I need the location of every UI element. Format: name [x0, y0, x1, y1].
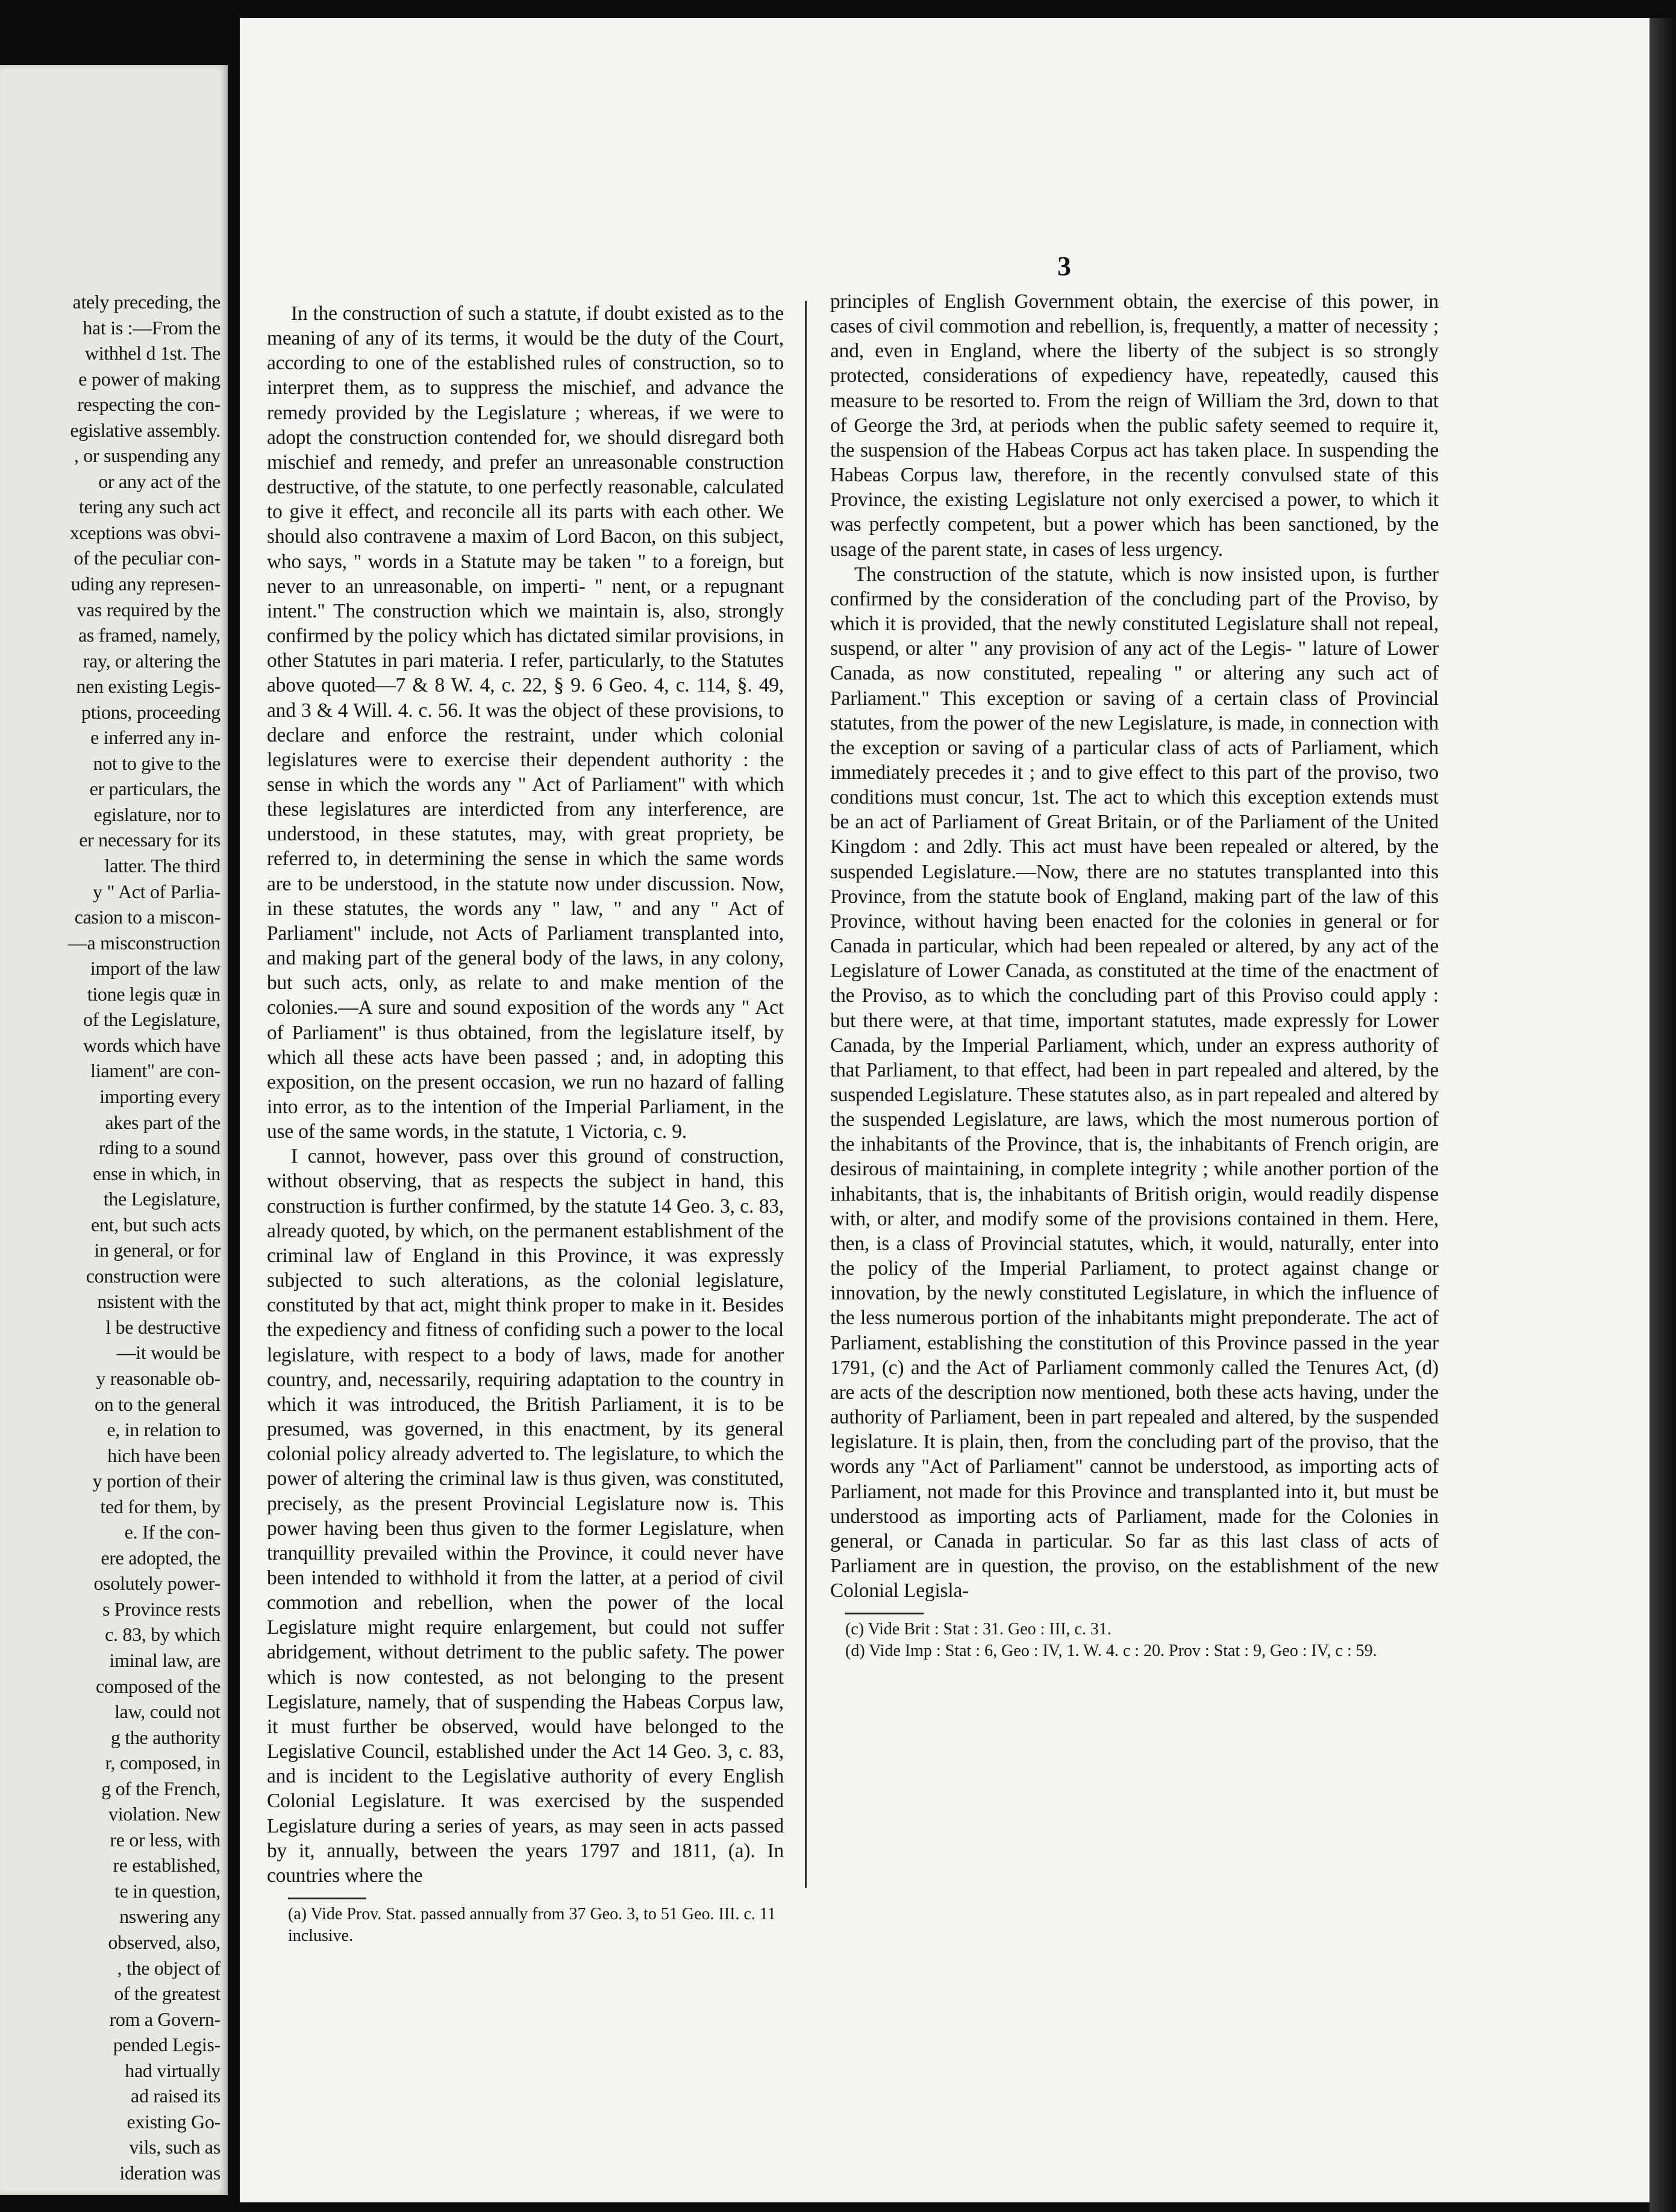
facing-page-line: ad raised its: [131, 2085, 220, 2107]
footnotes-right: [845, 1619, 1436, 1662]
footnote-c: (c) Vide Brit : Stat : 31. Geo : III, c. 31.: [845, 1620, 1112, 1639]
page-edge-shadow: [1649, 18, 1676, 2212]
facing-page-line: xceptions was obvi-: [69, 521, 220, 543]
facing-page-line: words which have: [83, 1034, 220, 1056]
document-page: [240, 18, 1649, 2202]
facing-page-line: existing Go-: [127, 2110, 220, 2132]
facing-page-line: of the greatest: [114, 1982, 220, 2005]
facing-page-line: e, in relation to: [107, 1419, 220, 1441]
facing-page-line: vas required by the: [77, 598, 220, 620]
facing-page-line: respecting the con-: [77, 393, 220, 416]
facing-page-line: importing every: [99, 1085, 220, 1107]
facing-page-line: not to give to the: [93, 752, 220, 774]
text-column-right: [830, 289, 1439, 1603]
facing-page-line: pended Legis-: [113, 2034, 220, 2056]
facing-page-line: s Province rests: [102, 1598, 220, 1620]
facing-page-line: uding any represen-: [70, 573, 220, 595]
footnote-d: (d) Vide Imp : Stat : 6, Geo : IV, 1. W. 4. c : 20. Prov : Stat : 9, Geo : IV, c : 59.: [845, 1642, 1377, 1660]
facing-page-line: e power of making: [78, 367, 220, 390]
facing-page-line: l be destructive: [105, 1316, 220, 1338]
facing-page-line: casion to a miscon-: [74, 906, 220, 928]
facing-page-line: c. 83, by which: [105, 1623, 220, 1646]
facing-page-line: e inferred any in-: [90, 726, 220, 749]
facing-page-line: in general, or for: [94, 1239, 220, 1261]
facing-page-fragment: [0, 65, 228, 2195]
facing-page-line: y " Act of Parlia-: [92, 880, 220, 902]
facing-page-line: —it would be: [116, 1342, 220, 1364]
facing-page-line: hat is :—From the: [83, 316, 220, 339]
facing-page-line: y reasonable ob-: [96, 1367, 220, 1389]
facing-page-line: egislative assembly.: [70, 419, 220, 441]
facing-page-line: on to the general: [94, 1393, 220, 1415]
facing-page-line: ense in which, in: [93, 1162, 220, 1184]
facing-page-line: , the object of: [117, 1957, 220, 1979]
facing-page-lines: [0, 289, 220, 2185]
facing-page-line: —a misconstruction: [67, 931, 220, 954]
facing-page-line: r, composed, in: [105, 1752, 220, 1774]
facing-page-line: of the Legislature,: [83, 1008, 220, 1031]
facing-page-line: er necessary for its: [79, 829, 220, 851]
facing-page-line: or any act of the: [98, 470, 220, 492]
paragraph: The construction of the statute, which is now insisted upon, is further confirmed by the consideration of the concluding part of the Proviso, by which it is provided, that the newly constituted Legislature shall not repeal, suspend, or alter " any provision of any act of the Legis- " lature of Lower Canada, as now constituted, repealing " or altering any such act of Parliament." This exception or saving of a certain class of Provincial statutes, from the power of the new Legislature, is made, in connection with the exception or saving of a particular class of acts of Parliament, which immediately precedes it ; and to give effect to this part of the proviso, two conditions must concur, 1st. The act to which this exception extends must be an act of Parliament of Great Britain, or of the Parliament of the United Kingdom : and 2dly. This act must have been repealed or altered, by the suspended Legislature.—Now, there are no statutes transplanted into this Province, from the statute book of England, making part of the law of this Province, without having been enacted for the colonies in general or for Canada in particular, which had been repealed or altered, by any act of the Legislature of Lower Canada, as constituted at the time of the enactment of the Proviso, as to which the concluding part of this Proviso could apply : but there were, at that time, important statutes, made expressly for Lower Canada, by the Imperial Parliament, which, under an express authority of that Parliament, to that effect, had been in part repealed and altered, by the suspended Legislature. These statutes also, as in part repealed and altered by the suspended Legislature, are laws, which the most numerous portion of the inhabitants of the Province, that is, the inhabitants of French origin, are desirous of maintaining, in complete integrity ; while another portion of the inhabitants, that is, the inhabitants of British origin, would readily dispense with, or alter, and modify some of the provisions contained in them. Here, then, is a class of Provincial statutes, which, it would, naturally, enter into the policy of the Imperial Parliament, to protect against change or innovation, by the newly constituted Legislature, in which the influence of the less numerous portion of the inhabitants might preponderate. The act of Parliament, establishing the constitution of this Province passed in the year 1791, (c) and the Act of Parliament commonly called the Tenures Act, (d) are acts of the description now mentioned, both these acts having, under the authority of Parliament, been in part repealed and altered, by the suspended legislature. It is plain, then, from the concluding part of the proviso, that the words any "Act of Parliament" cannot be understood, as importing acts of Parliament, not made for this Province and transplanted into it, but must be understood as importing acts of Parliament, made for the Colonies in general, or Canada in particular. So far as this last class of acts of Parliament are in question, the proviso, on the establishment of the new Colonial Legisla-: [830, 563, 1439, 1602]
paragraph: principles of English Government obtain, the exercise of this power, in cases of civil commotion and rebellion, is, frequently, a matter of necessity ; and, even in England, where the liberty of the subject is so strongly protected, considerations of expediency have, repeatedly, caused this measure to be resorted to. From the reign of William the 3rd, down to that of George the 3rd, at periods when the public safety seemed to require it, the suspension of the Habeas Corpus act has taken place. In suspending the Habeas Corpus law, therefore, in the recently convulsed state of this Province, the existing Legislature not only exercised a power, to which it was perfectly competent, but a power which has been sanctioned, by the usage of the parent state, in cases of less urgency.: [830, 290, 1439, 561]
footnote-rule: [845, 1613, 924, 1614]
facing-page-line: nen existing Legis-: [76, 675, 220, 698]
facing-page-line: re or less, with: [110, 1828, 220, 1851]
facing-page-line: ptions, proceeding: [81, 701, 220, 723]
facing-page-line: composed of the: [95, 1675, 220, 1697]
paragraph: In the construction of such a statute, if doubt existed as to the meaning of any of its terms, it would be the duty of the Court, according to one of the established rules of construction, so to interpret them, as to suppress the mischief, and advance the remedy provided by the Legislature ; whereas, if we were to adopt the construction contended for, we should disregard both mischief and remedy, and prefer an unreasonable construction destructive, of the statute, to one perfectly reasonable, calculated to give it effect, and reconcile all its parts with each other. We should also contravene a maxim of Lord Bacon, on this subject, who says, " words in a Statute may be taken " to a foreign, but never to an unreasonable, on imperti- " nent, or a repugnant intent." The construction which we maintain is, also, strongly confirmed by the policy which has dictated similar provisions, in other Statutes in pari materia. I refer, particularly, to the Statutes above quoted—7 & 8 W. 4, c. 22, § 9. 6 Geo. 4, c. 114, §. 49, and 3 & 4 Will. 4. c. 56. It was the object of these provisions, to declare and enforce the restraint, under which colonial legislatures were to exercise their dependent authority : the sense in which the words any " Act of Parliament" with which these legislatures are interdicted from any interference, are understood, in these statutes, may, with great propriety, be referred to, in determining the sense in which the same words are to be understood, in the statute now under discussion. Now, in these statutes, the words any " law, " and any " Act of Parliament" include, not Acts of Parliament transplanted into, and making part of the general body of the laws, in any colony, but such acts, only, as relate to and make mention of the colonies.—A sure and sound exposition of the words any " Act of Parliament" is thus obtained, from the legislature itself, by which all these acts have been passed ; and, in adopting this exposition, on the present occasion, we run no hazard of falling into error, as to the intention of the Imperial Parliament, in the use of the same words, in the statute, 1 Victoria, c. 9.: [267, 302, 784, 1143]
facing-page-line: rom a Govern-: [109, 2008, 220, 2030]
footnote-a: (a) Vide Prov. Stat. passed annually from 37 Geo. 3, to 51 Geo. III. c. 11 inclusive.: [288, 1905, 776, 1945]
facing-page-line: y portion of their: [92, 1470, 220, 1492]
facing-page-line: akes part of the: [105, 1111, 220, 1133]
facing-page-line: ately preceding, the: [72, 291, 220, 313]
facing-page-line: re established,: [113, 1854, 220, 1876]
facing-page-line: e. If the con-: [124, 1521, 220, 1543]
facing-page-line: ideration was: [119, 2161, 220, 2184]
paragraph: I cannot, however, pass over this ground of construction, without observing, that as respects the subject in hand, this construction is further confirmed, by the statute 14 Geo. 3, c. 83, already quoted, by which, on the permanent establishment of the criminal law of England in this Province, it was expressly subjected to such alterations, as the colonial legislature, constituted by that act, might think proper to make in it. Besides the expediency and fitness of confiding such a power to the local legislature, with respect to a body of laws, made for another country, and, necessarily, requiring adaptation to the country in which it was introduced, the British Parliament, it is to be presumed, was governed, in this enactment, by its general colonial policy already adverted to. The legislature, to which the power of altering the criminal law is thus given, was constituted, precisely, as the present Provincial Legislature now is. This power having been thus given to the former Legislature, when tranquillity prevailed within the Province, it could never have been intended to withhold it from the latter, at a period of civil commotion and rebellion, when the power of the local Legislature might require enlargement, but could not suffer abridgement, without detriment to the public safety. The power which is now contested, as not belonging to the present Legislature, namely, that of suspending the Habeas Corpus law, it must further be observed, would have belonged to the Legislative Council, established under the Act 14 Geo. 3, c. 83, and is incident to the Legislative authority of every English Colonial Legislature. It was exercised by the suspended Legislature during a series of years, as may seen in acts passed by it, annually, between the years 1797 and 1811, (a). In countries where the: [267, 1145, 784, 1887]
facing-page-line: liament" are con-: [90, 1060, 220, 1082]
facing-page-line: had virtually: [125, 2059, 220, 2081]
page-number: 3: [1057, 251, 1071, 281]
facing-page-line: ent, but such acts: [91, 1213, 220, 1236]
facing-page-line: the Legislature,: [103, 1188, 220, 1210]
facing-page-line: of the peculiar con-: [73, 547, 220, 569]
footnote-rule: [288, 1898, 366, 1899]
facing-page-line: ted for them, by: [100, 1495, 220, 1517]
facing-page-line: nsistent with the: [97, 1290, 220, 1313]
facing-page-line: construction were: [86, 1264, 220, 1287]
facing-page-line: latter. The third: [104, 855, 220, 877]
facing-page-line: g the authority: [110, 1726, 220, 1748]
facing-page-line: iminal law, are: [109, 1649, 220, 1671]
facing-page-line: violation. New: [108, 1803, 220, 1825]
facing-page-line: nswering any: [119, 1905, 220, 1928]
facing-page-line: tering any such act: [78, 496, 220, 518]
facing-page-line: withhel d 1st. The: [84, 342, 220, 364]
facing-page-line: ere adopted, the: [101, 1546, 220, 1569]
column-divider: [805, 301, 807, 1888]
facing-page-line: tione legis quæ in: [87, 983, 220, 1005]
facing-page-line: observed, also,: [108, 1931, 220, 1953]
facing-page-line: osolutely power-: [93, 1572, 220, 1595]
facing-page-line: g of the French,: [101, 1777, 220, 1799]
text-column-left: [267, 301, 784, 1888]
facing-page-line: egislature, nor to: [93, 803, 220, 825]
facing-page-line: ray, or altering the: [83, 649, 220, 672]
facing-page-line: hich have been: [107, 1444, 220, 1466]
facing-page-line: law, could not: [114, 1701, 220, 1723]
facing-page-line: , or suspending any: [73, 445, 220, 467]
facing-page-line: er particulars, the: [89, 778, 220, 800]
facing-page-line: import of the law: [90, 957, 220, 979]
facing-page-line: rding to a sound: [98, 1137, 220, 1159]
facing-page-line: as framed, namely,: [78, 624, 220, 646]
facing-page-line: vils, such as: [129, 2136, 220, 2158]
facing-page-line: te in question,: [114, 1879, 220, 1902]
